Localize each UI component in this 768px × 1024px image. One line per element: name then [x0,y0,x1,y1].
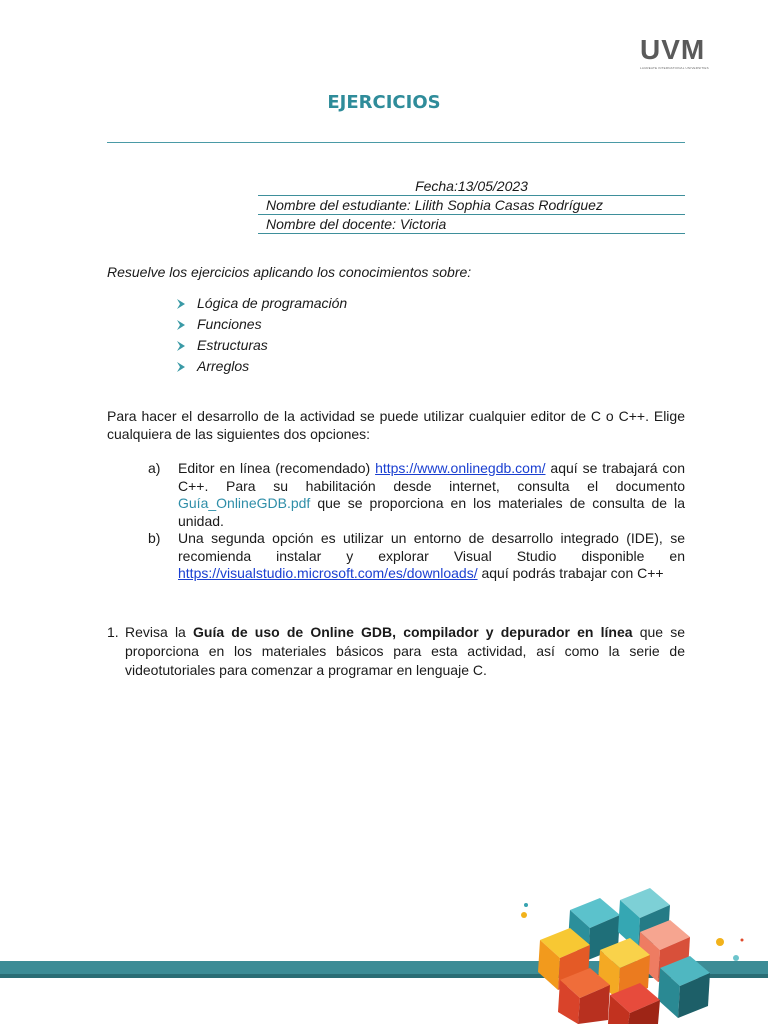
exercise-number: 1. [107,624,119,640]
guide-pdf-link[interactable]: Guía_OnlineGDB.pdf [178,495,311,511]
date-field: Fecha:13/05/2023 [258,177,685,196]
topic-label: Lógica de programación [197,295,348,311]
list-item [175,356,347,377]
topic-list [175,293,347,377]
exercise-pre: Revisa la [125,624,194,640]
instructions-paragraph: Para hacer el desarrollo de la actividad se puede utilizar cualquier editor de C o C++. Elige cualquiera de las siguientes dos opciones: [107,408,685,442]
topic-label: Funciones [197,316,262,332]
option-label: b) [148,530,161,546]
option-b [148,530,685,583]
option-text [178,460,685,530]
title-divider [107,142,685,143]
exercise-1 [107,623,685,680]
option-a-pre: Editor en línea (recomendado) [178,460,376,476]
exercise-post: que se proporciona en los materiales básicos para esta actividad, así como la serie de videotutoriales para comenzar a programar en lenguaje C. [125,624,685,678]
topic-label: Estructuras [197,337,268,353]
option-b-post: aquí podrás trabajar con C++ [477,565,664,581]
logo-tagline: LAUREATE INTERNATIONAL UNIVERSITIES [640,66,709,70]
option-a-post: que se proporciona en los materiales de consulta de la unidad. [178,495,685,529]
exercise-text [125,623,685,680]
option-text [178,530,685,583]
teacher-name-field: Nombre del docente: Victoria [258,215,685,234]
onlinegdb-link[interactable]: https://www.onlinegdb.com/ [375,460,546,476]
option-b-pre: Una segunda opción es utilizar un entorno de desarrollo integrado (IDE), se recomienda instalar y explorar Visual Studio disponible en [178,530,685,564]
options-list [148,460,685,583]
uvm-logo [640,36,718,70]
arrow-bullet-icon [175,340,187,352]
visual-studio-link[interactable]: https://visualstudio.microsoft.com/es/downloads/ [178,565,478,581]
option-a-mid: aquí se trabajará con C++. Para su habilitación desde internet, consulta el documento [178,460,685,494]
logo-word: UVM [640,34,706,65]
list-item [175,293,347,314]
colored-cubes-decoration [510,870,768,1024]
topic-label: Arreglos [197,358,250,374]
arrow-bullet-icon [175,361,187,373]
student-name-field: Nombre del estudiante: Lilith Sophia Casas Rodríguez [258,196,685,215]
option-label: a) [148,460,161,476]
list-item [175,335,347,356]
info-block [258,177,685,234]
list-item [175,314,347,335]
arrow-bullet-icon [175,319,187,331]
intro-text: Resuelve los ejercicios aplicando los conocimientos sobre: [107,264,472,280]
arrow-bullet-icon [175,298,187,310]
page-title: EJERCICIOS [327,92,441,113]
option-a [148,460,685,530]
exercise-guide-title: Guía de uso de Online GDB, compilador y depurador en línea [193,624,633,640]
